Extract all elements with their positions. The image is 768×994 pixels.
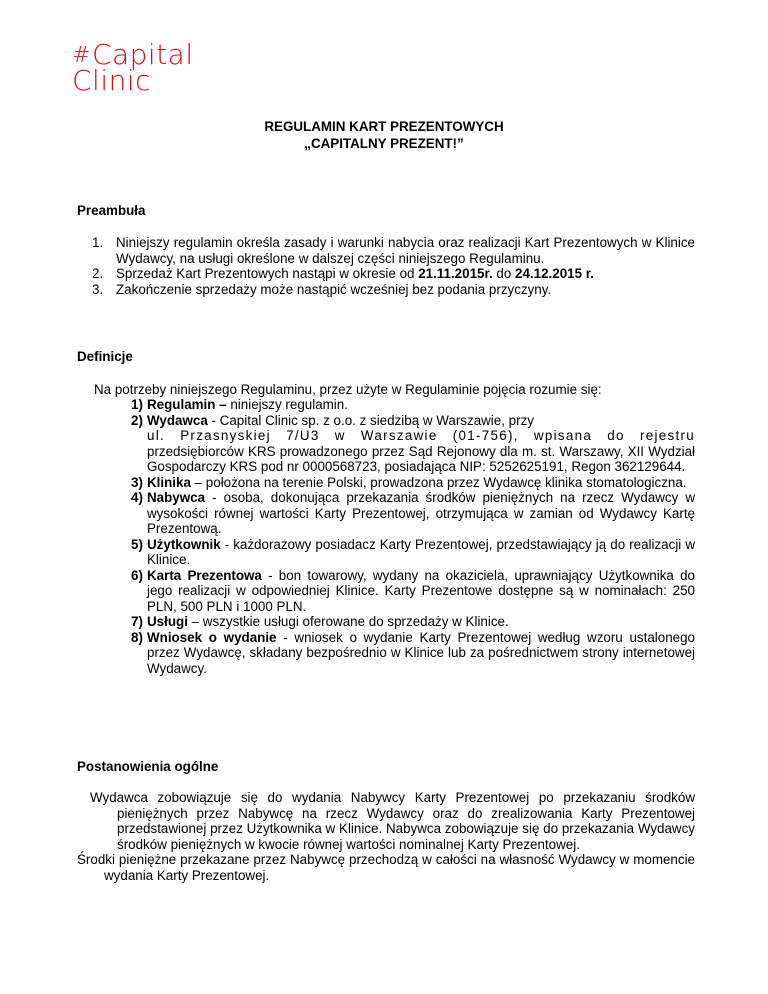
postanowienia-paragraph-1: Wydawca zobowiązuje się do wydania Nabywcy Karty Prezentowej po przekazaniu środków pieniężnych przez Nabywcę na rzecz Wydawcy oraz do zrealizowania Karty Prezentowej przedstawionej przez Użytkownika w Klinice. Nabywca zobowiązuje się do przekazania Wydawcy środków pieniężnych w kwocie równej wartości nominalnej Karty Prezentowej. bbox=[90, 790, 695, 852]
sale-date-to: 24.12.2015 r. bbox=[515, 266, 594, 281]
list-item: 8) Wniosek o wydanie - wniosek o wydanie Karty Prezentowej według wzoru ustalonego przez Wydawcę, składany bezpośrednio w Klinice lub za pośrednictwem strony internetowej Wydawcy. bbox=[131, 629, 695, 676]
list-item: 6) Karta Prezentowa - bon towarowy, wydany na okaziciela, uprawniający Użytkownika do jego realizacji w odpowiedniej Klinice. Karty Prezentowe dostępne są w nominałach: 250 PLN, 500 PLN i 1000 PLN. bbox=[131, 567, 695, 614]
list-item: 4) Nabywca - osoba, dokonująca przekazania środków pieniężnych na rzecz Wydawcy w wysokości równej wartości Karty Prezentowej, otrzymująca w zamian od Wydawcy Kartę Prezentową. bbox=[131, 490, 695, 536]
document-title bbox=[0, 118, 768, 152]
heading-preambula: Preambuła bbox=[77, 203, 146, 218]
preambula-list bbox=[77, 235, 695, 297]
list-item: 2) Wydawca - Capital Clinic sp. z o.o. z siedzibą w Warszawie, przy ul. Przasnyskiej 7/U3 w Warszawie (01-756), wpisana do rejestru przedsiębiorców KRS prowadzonego przez Sąd Rejonowy dla m. st. Warszawy, XII Wydział Gospodarczy KRS pod nr 0000568723, posiadająca NIP: 5252625191, Regon 362129644. bbox=[131, 412, 695, 474]
heading-definicje: Definicje bbox=[77, 349, 133, 364]
list-item: 1. Niniejszy regulamin określa zasady i warunki nabycia oraz realizacji Kart Prezentowych w Klinice Wydawcy, na usługi określone w dalszej części niniejszego Regulaminu. bbox=[92, 235, 695, 266]
definicje-list bbox=[94, 397, 695, 676]
list-item: 5) Użytkownik - każdorazowy posiadacz Karty Prezentowej, przedstawiający ją do realizacji w Klinice. bbox=[131, 536, 695, 567]
list-item: 2. Sprzedaż Kart Prezentowych nastąpi w okresie od 21.11.2015r. do 24.12.2015 r. bbox=[92, 266, 594, 281]
logo-word-capital: Capital bbox=[91, 38, 194, 71]
logo-hash: # bbox=[72, 43, 91, 68]
sale-date-from: 21.11.2015r. bbox=[418, 266, 493, 281]
list-item: 1) Regulamin – niniejszy regulamin. bbox=[131, 397, 348, 412]
title-line-1: REGULAMIN KART PREZENTOWYCH bbox=[264, 119, 504, 134]
list-item: 7) Usługi – wszystkie usługi oferowane do sprzedaży w Klinice. bbox=[131, 614, 509, 629]
heading-postanowienia: Postanowienia ogólne bbox=[77, 759, 219, 774]
definicje-intro: Na potrzeby niniejszego Regulaminu, przez użyte w Regulaminie pojęcia rozumie się: bbox=[94, 382, 602, 397]
list-item: 3) Klinika – położona na terenie Polski, prowadzona przez Wydawcę klinika stomatologiczna. bbox=[131, 474, 687, 490]
postanowienia-paragraph-2: Środki pieniężne przekazane przez Nabywcę przechodzą w całości na własność Wydawcy w momencie wydania Karty Prezentowej. bbox=[77, 852, 695, 883]
postanowienia-body bbox=[77, 790, 695, 883]
title-line-2: „CAPITALNY PREZENT!” bbox=[304, 136, 464, 151]
capital-clinic-logo bbox=[72, 38, 292, 102]
logo-word-clinic: Clinic bbox=[72, 64, 152, 97]
list-item: 3. Zakończenie sprzedaży może nastąpić wcześniej bez podania przyczyny. bbox=[92, 281, 552, 297]
